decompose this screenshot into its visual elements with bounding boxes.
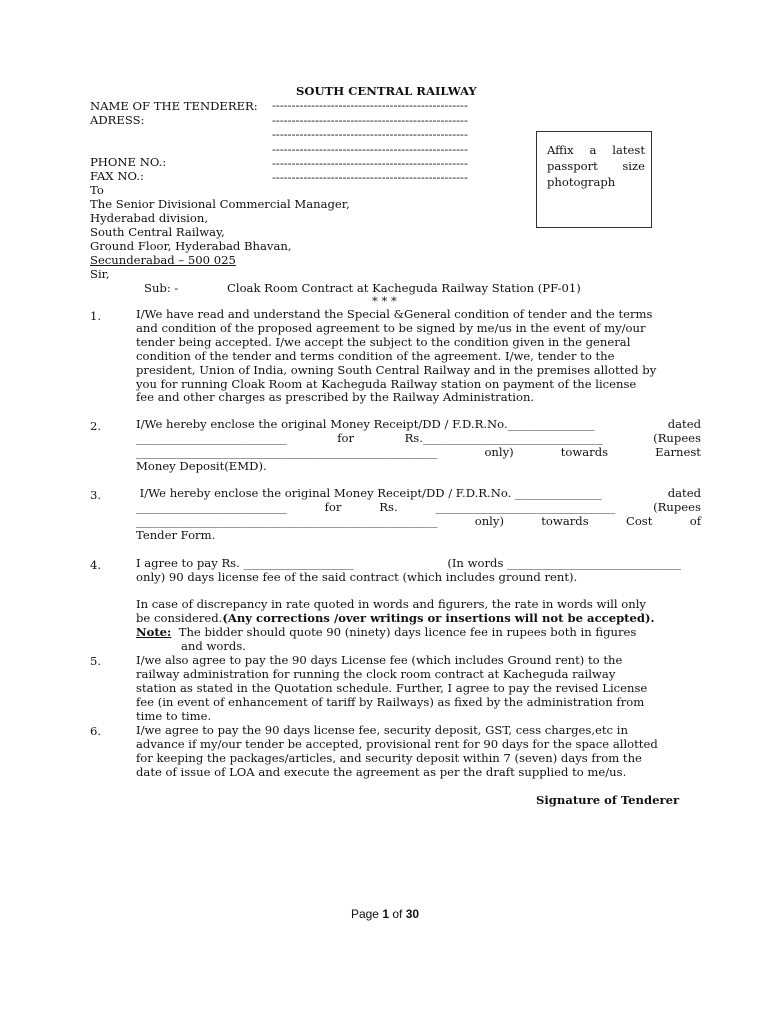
paragraph-text: I/We hereby enclose the original Money Receipt/DD / F.D.R.No._______________ bbox=[136, 417, 595, 431]
name-blank: -------------------------------------------------- bbox=[272, 98, 468, 112]
name-label: NAME OF THE TENDERER: bbox=[90, 99, 258, 113]
paragraph-line: I/We have read and understand the Special &General condition of tender and the terms bbox=[136, 307, 653, 321]
paragraph-line: station as stated in the Quotation schedule. Further, I agree to pay the revised License bbox=[136, 680, 648, 695]
salutation: Sir, bbox=[90, 267, 110, 281]
item-4-paragraph bbox=[136, 557, 701, 585]
paragraph-line: time to time. bbox=[136, 708, 212, 723]
paragraph-line: I/we agree to pay the 90 days license fee, security deposit, GST, cess charges,etc in bbox=[136, 723, 628, 737]
signature-label: Signature of Tenderer bbox=[536, 793, 680, 807]
photo-text: passport bbox=[547, 159, 598, 173]
item-number: 1. bbox=[90, 309, 102, 323]
paragraph-text: The bidder should quote 90 (ninety) days licence fee in rupees both in figures bbox=[178, 624, 637, 639]
addressee-line: Ground Floor, Hyderabad Bhavan, bbox=[90, 239, 292, 253]
to-label: To bbox=[90, 183, 104, 197]
addressee-line: South Central Railway, bbox=[90, 225, 225, 239]
item-number: 2. bbox=[90, 419, 102, 433]
paragraph-line: you for running Cloak Room at Kacheguda Railway station on payment of the license bbox=[136, 376, 637, 391]
paragraph-text: for bbox=[324, 499, 342, 514]
paragraph-line: advance if my/our tender be accepted, provisional rent for 90 days for the space allotted bbox=[136, 736, 658, 751]
paragraph-text: towards bbox=[560, 444, 609, 459]
paragraph-line: fee and other charges as prescribed by the Railway Administration. bbox=[136, 390, 535, 405]
subject-text: Cloak Room Contract at Kacheguda Railway Station (PF-01) bbox=[227, 281, 581, 295]
addressee-line: Hyderabad division, bbox=[90, 211, 209, 225]
item-number: 6. bbox=[90, 724, 102, 738]
address-blank-1: -------------------------------------------------- bbox=[272, 113, 468, 127]
paragraph-text: Money Deposit(EMD). bbox=[136, 458, 267, 473]
item-2-paragraph bbox=[136, 418, 701, 474]
paragraph-text: for bbox=[337, 430, 355, 445]
item-3-paragraph bbox=[136, 487, 701, 543]
discrepancy-paragraph bbox=[136, 598, 701, 654]
subject-label: Sub: - bbox=[144, 281, 179, 295]
photo-text: Affix bbox=[547, 143, 574, 157]
blank-field: ____________________________________________________ bbox=[136, 513, 438, 528]
phone-blank: -------------------------------------------------- bbox=[272, 156, 468, 170]
blank-field: Rs._______________________________ bbox=[404, 430, 603, 445]
paragraph-text: only) bbox=[484, 444, 514, 459]
paragraph-text: Rs. bbox=[379, 499, 398, 514]
addressee-line: The Senior Divisional Commercial Manager, bbox=[90, 197, 350, 211]
paragraph-text: (In words ______________________________ bbox=[447, 556, 681, 570]
paragraph-text: I/We hereby enclose the original Money Receipt/DD / F.D.R.No. _______________ bbox=[136, 486, 602, 500]
photo-text: size bbox=[622, 159, 645, 173]
photo-text: photograph bbox=[547, 175, 616, 189]
item-number: 4. bbox=[90, 558, 102, 572]
paragraph-line: railway administration for running the clock room contract at Kacheguda railway bbox=[136, 666, 616, 681]
paragraph-text: (Rupees bbox=[653, 430, 701, 445]
photo-box bbox=[536, 131, 652, 228]
paragraph-text: In case of discrepancy in rate quoted in words and figurers, the rate in words will only bbox=[136, 597, 646, 611]
paragraph-line: and condition of the proposed agreement to be signed by me/us in the event of my/our bbox=[136, 320, 646, 335]
address-label: ADRESS: bbox=[90, 113, 145, 127]
item-6-paragraph bbox=[136, 724, 701, 780]
phone-label: PHONE NO.: bbox=[90, 155, 167, 169]
paragraph-text: Tender Form. bbox=[136, 527, 216, 542]
paragraph-text: (Rupees bbox=[653, 499, 701, 514]
bold-warning: (Any corrections /over writings or insertions will not be accepted). bbox=[222, 610, 655, 625]
paragraph-line: date of issue of LOA and execute the agreement as per the draft supplied to me/us. bbox=[136, 764, 627, 779]
blank-field: __________________________ bbox=[136, 499, 287, 514]
paragraph-line: fee (in event of enhancement of tariff by Railways) as fixed by the administration from bbox=[136, 694, 645, 709]
paragraph-line: for keeping the packages/articles, and security deposit within 7 (seven) days from the bbox=[136, 750, 642, 765]
paragraph-text: only) 90 days license fee of the said contract (which includes ground rent). bbox=[136, 569, 578, 584]
stars-separator: * * * bbox=[372, 294, 397, 308]
page-word: Page bbox=[350, 907, 379, 921]
note-label: Note: bbox=[136, 624, 172, 639]
photo-text: latest bbox=[612, 143, 645, 157]
paragraph-line: condition of the tender and terms condition of the agreement. I/we, tender to the bbox=[136, 348, 615, 363]
fax-label: FAX NO.: bbox=[90, 169, 144, 183]
paragraph-text: towards bbox=[541, 513, 589, 528]
paragraph-text: dated bbox=[667, 417, 701, 431]
item-1-paragraph bbox=[136, 308, 701, 405]
paragraph-text: Earnest bbox=[655, 444, 701, 459]
paragraph-text: and words. bbox=[181, 638, 246, 653]
blank-field: __________________________ bbox=[136, 430, 287, 445]
addressee-line: Secunderabad – 500 025 bbox=[90, 253, 236, 267]
fax-blank: -------------------------------------------------- bbox=[272, 170, 468, 184]
photo-text: a bbox=[589, 143, 597, 157]
page-total: 30 bbox=[405, 907, 420, 921]
paragraph-text: I agree to pay Rs. ___________________ bbox=[136, 556, 354, 570]
item-number: 3. bbox=[90, 488, 102, 502]
of-word: of bbox=[392, 907, 403, 921]
address-blank-3: -------------------------------------------------- bbox=[272, 142, 468, 156]
item-5-paragraph bbox=[136, 654, 701, 724]
paragraph-text: of bbox=[689, 513, 701, 528]
org-title: SOUTH CENTRAL RAILWAY bbox=[296, 84, 477, 98]
page-number: 1 bbox=[382, 907, 389, 921]
blank-field: ____________________________________________________ bbox=[136, 444, 438, 459]
paragraph-line: I/we also agree to pay the 90 days License fee (which includes Ground rent) to the bbox=[136, 653, 623, 667]
paragraph-text: be considered. bbox=[136, 610, 223, 625]
address-blank-2: -------------------------------------------------- bbox=[272, 127, 468, 141]
paragraph-text: Cost bbox=[625, 513, 653, 528]
paragraph-line: tender being accepted. I/we accept the subject to the condition given in the general bbox=[136, 334, 631, 349]
page-footer bbox=[0, 907, 770, 921]
paragraph-text: only) bbox=[474, 513, 504, 528]
paragraph-line: president, Union of India, owning South Central Railway and in the premises allotted by bbox=[136, 362, 657, 377]
blank-field: _______________________________ bbox=[435, 499, 616, 514]
item-number: 5. bbox=[90, 654, 102, 668]
paragraph-text: dated bbox=[667, 486, 701, 500]
